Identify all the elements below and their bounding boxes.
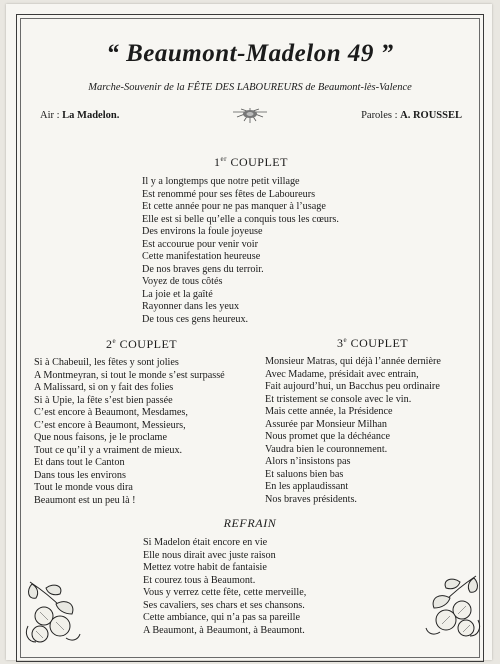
verse-line: Avec Madame, présidait avec entrain, <box>265 368 419 380</box>
couplet-1-verse <box>142 176 339 327</box>
couplet-3-verse <box>265 356 441 507</box>
verse-line: Tout ce qu’il y a vraiment de mieux. <box>34 444 183 456</box>
lyrics-credit <box>361 110 462 121</box>
paroles-label: Paroles : <box>361 110 398 121</box>
verse-line: Et courez tous à Beaumont. <box>143 574 256 586</box>
verse-line: Cette manifestation heureuse <box>142 251 261 263</box>
verse-line: Des environs la foule joyeuse <box>142 226 263 238</box>
paroles-value: A. ROUSSEL <box>400 110 462 121</box>
verse-line: Assurée par Monsieur Milhan <box>265 418 387 430</box>
verse-line: C’est encore à Beaumont, Messieurs, <box>34 419 186 431</box>
apple-branch-icon <box>22 576 82 646</box>
couplet-1-suffix: er <box>220 155 227 163</box>
couplet-2-number: 2 <box>106 337 113 351</box>
couplet-2-heading <box>106 337 177 352</box>
verse-line: Et saluons bien bas <box>265 468 344 480</box>
verse-line: De tous ces gens heureux. <box>142 314 249 326</box>
verse-line: Elle est si belle qu’elle a conquis tous les cœurs. <box>142 213 339 225</box>
verse-line: De nos braves gens du terroir. <box>142 263 264 275</box>
verse-line: Vaudra bien le couronnement. <box>265 443 388 455</box>
verse-line: A Montmeyran, si tout le monde s’est surpassé <box>34 369 225 381</box>
couplet-2-verse <box>34 357 225 508</box>
verse-line: Mais cette année, la Présidence <box>265 406 393 418</box>
verse-line: Beaumont est un peu là ! <box>34 495 136 507</box>
verse-line: Nous promet que la déchéance <box>265 431 391 443</box>
couplet-3-heading <box>337 336 408 351</box>
verse-line: En les applaudissant <box>265 481 349 493</box>
verse-line: La joie et la gaîté <box>142 288 213 300</box>
couplet-3-suffix: e <box>343 336 348 344</box>
air-value: La Madelon. <box>62 110 120 121</box>
verse-line: Et cette année pour ne pas manquer à l’usage <box>142 201 326 213</box>
verse-line: Rayonner dans les yeux <box>142 301 240 313</box>
verse-line: Elle nous dirait avec juste raison <box>143 549 276 561</box>
verse-line: C’est encore à Beaumont, Mesdames, <box>34 407 188 419</box>
air-label: Air : <box>40 110 60 121</box>
verse-line: Mettez votre habit de fantaisie <box>143 562 267 574</box>
sunburst-ornament-icon <box>227 108 273 132</box>
verse-line: Nos braves présidents. <box>265 494 357 506</box>
verse-line: Cette ambiance, qui n’a pas sa pareille <box>143 612 300 624</box>
verse-line: Dans tous les environs <box>34 469 126 481</box>
verse-line: Est renommé pour ses fêtes de Laboureurs <box>142 188 316 200</box>
verse-line: Tout le monde vous dira <box>34 482 133 494</box>
verse-line: A Beaumont, à Beaumont, à Beaumont. <box>143 624 305 636</box>
song-subtitle: Marche-Souvenir de la FÊTE DES LABOUREURS de Beaumont-lès-Valence <box>88 82 412 93</box>
air-credit <box>40 110 119 121</box>
couplet-1-heading <box>214 155 288 170</box>
couplet-2-label: COUPLET <box>119 337 178 351</box>
couplet-1-number: 1 <box>214 155 221 169</box>
apple-branch-icon <box>424 570 484 640</box>
refrain-verse <box>143 537 306 637</box>
verse-line: Il y a longtemps que notre petit village <box>142 176 300 187</box>
refrain-heading: REFRAIN <box>223 516 277 530</box>
couplet-1-label: COUPLET <box>230 155 288 169</box>
verse-line: Est accourue pour venir voir <box>142 238 258 250</box>
verse-line: Et dans tout le Canton <box>34 457 125 469</box>
verse-line: Alors n’insistons pas <box>265 456 351 468</box>
verse-line: Voyez de tous côtés <box>142 276 223 288</box>
verse-line: Et tristement se console avec le vin. <box>265 393 412 405</box>
verse-line: Que nous faisons, je le proclame <box>34 432 167 444</box>
verse-line: Fait aujourd’hui, un Bacchus peu ordinaire <box>265 381 440 393</box>
couplet-2-suffix: e <box>112 337 117 345</box>
verse-line: A Malissard, si on y fait des folies <box>34 382 174 394</box>
verse-line: Si à Chabeuil, les fêtes y sont jolies <box>34 357 179 368</box>
verse-line: Ses cavaliers, ses chars et ses chansons. <box>143 599 305 611</box>
song-title: “ Beaumont-Madelon 49 ” <box>106 40 394 67</box>
verse-line: Vous y verrez cette fête, cette merveille, <box>143 587 307 599</box>
couplet-3-number: 3 <box>337 336 344 350</box>
couplet-3-label: COUPLET <box>350 336 409 350</box>
verse-line: Monsieur Matras, qui déjà l’année dernière <box>265 356 441 367</box>
verse-line: Si à Upie, la fête s’est bien passée <box>34 394 173 406</box>
verse-line: Si Madelon était encore en vie <box>143 537 268 548</box>
